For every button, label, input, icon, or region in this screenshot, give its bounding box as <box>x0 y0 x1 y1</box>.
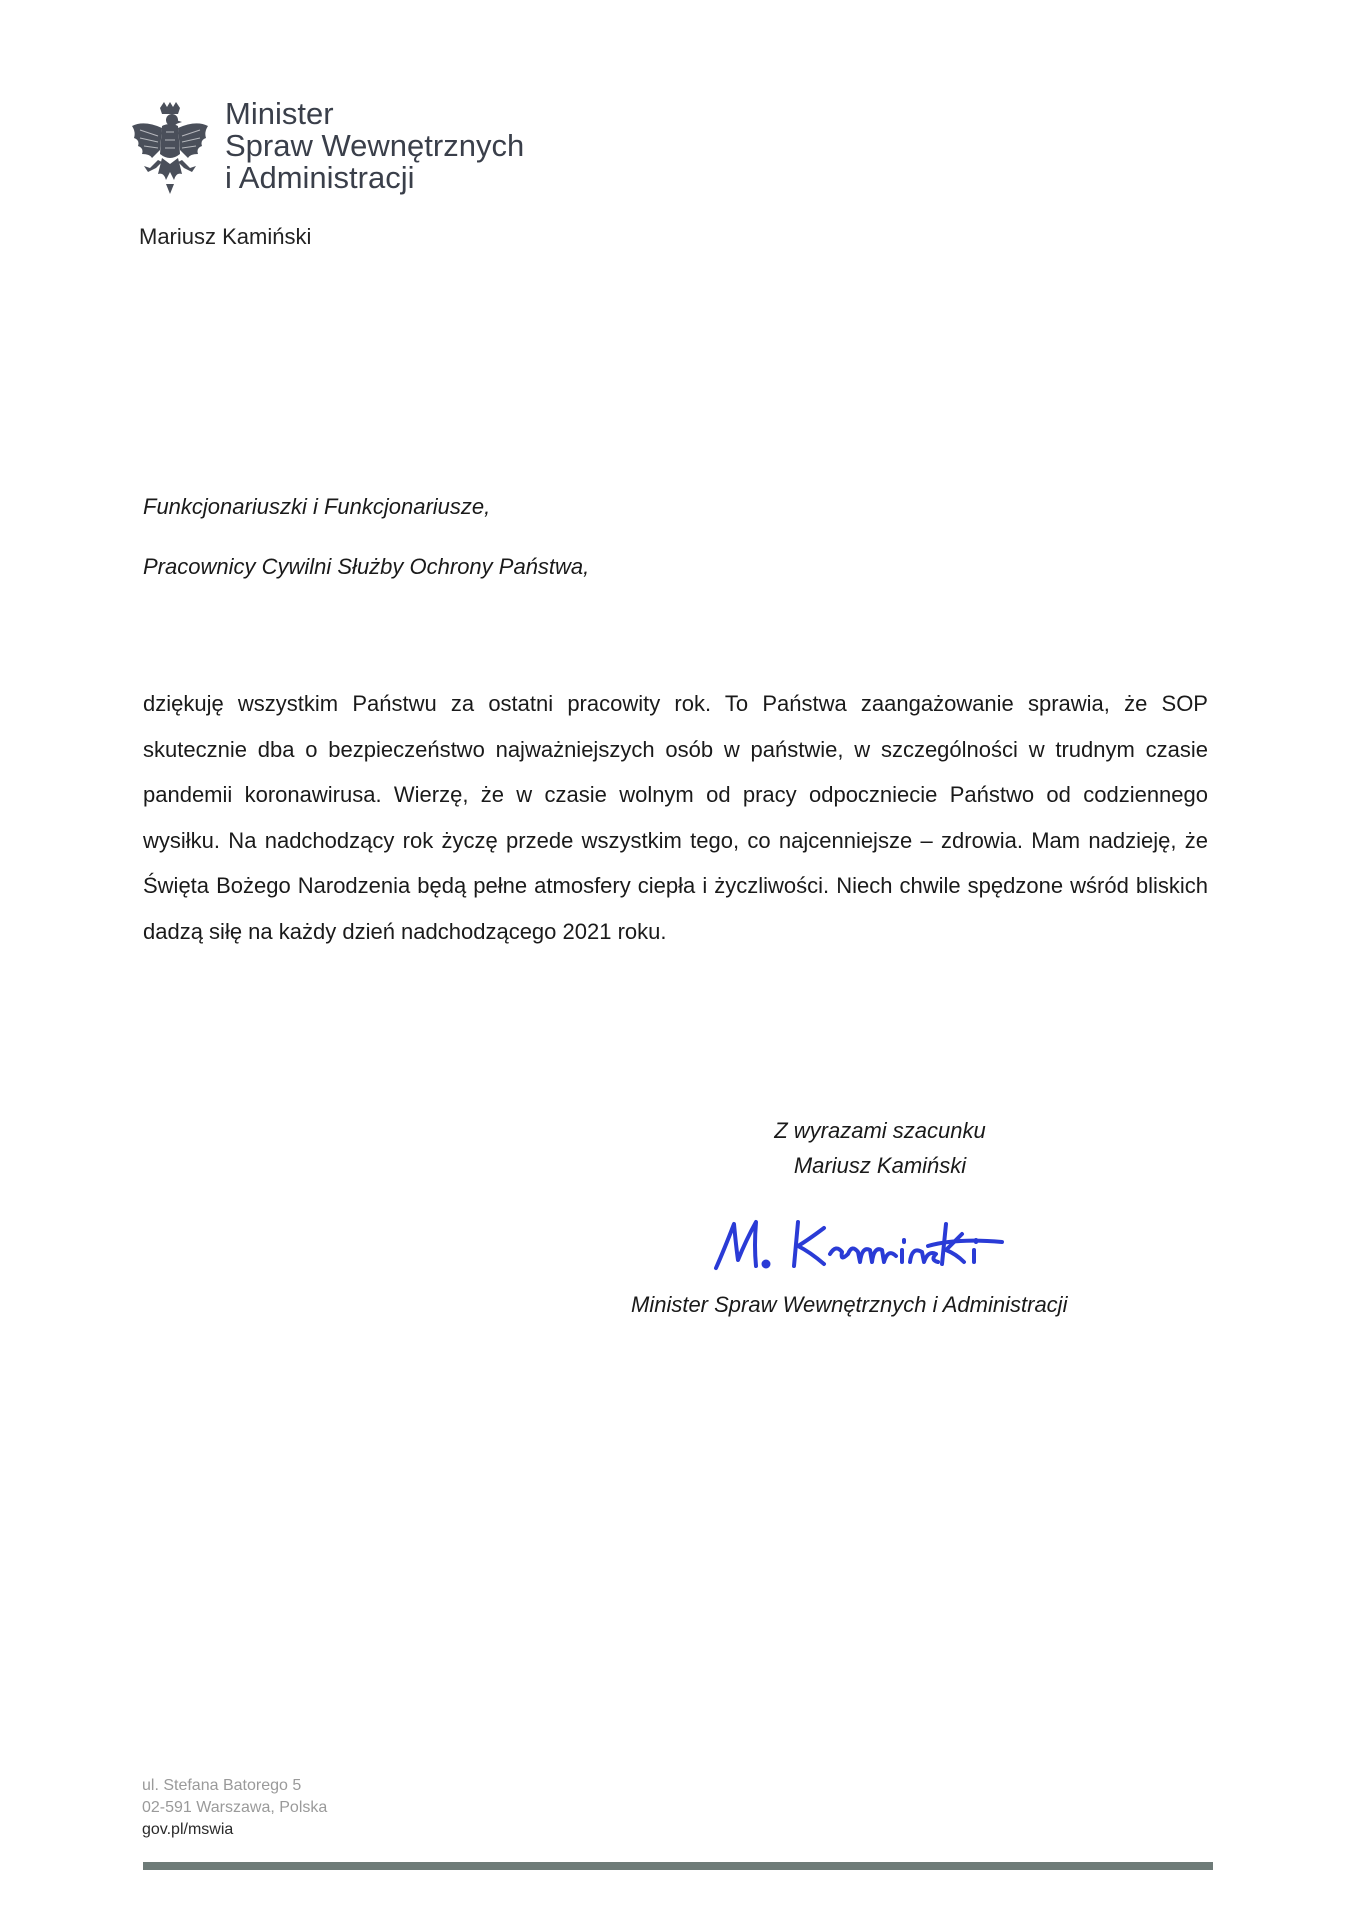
footer-city: 02-591 Warszawa, Polska <box>142 1799 328 1816</box>
footer-address <box>142 1775 327 1841</box>
polish-eagle-emblem-icon <box>130 102 210 194</box>
footer-street: ul. Stefana Batorego 5 <box>142 1777 302 1794</box>
office-title-line-2: Spraw Wewnętrznych <box>225 128 525 163</box>
office-title-line-3: i Administracji <box>225 160 415 195</box>
footer-divider <box>143 1862 1213 1870</box>
sender-name: Mariusz Kamiński <box>139 224 312 249</box>
handwritten-signature <box>712 1210 1022 1280</box>
footer-website-link[interactable]: gov.pl/mswia <box>142 1821 234 1838</box>
closing-name: Mariusz Kamiński <box>793 1153 967 1178</box>
closing-regards: Z wyrazami szacunku <box>774 1118 986 1143</box>
signatory-position: Minister Spraw Wewnętrznych i Administracji <box>631 1292 1068 1317</box>
salutation-line-2: Pracownicy Cywilni Służby Ochrony Państwa, <box>143 554 590 579</box>
office-title-line-1: Minister <box>225 96 334 131</box>
office-title <box>225 98 524 194</box>
letter-body: dziękuję wszystkim Państwu za ostatni pracowity rok. To Państwa zaangażowanie sprawia, że SOP skutecznie dba o bezpieczeństwo najważniejszych osób w państwie, w szczególności w trudnym czasie pandemii koronawirusa. Wierzę, że w czasie wolnym od pracy odpoczniecie Państwo od codziennego wysiłku. Na nadchodzący rok życzę przede wszystkim tego, co najcenniejsze – zdrowia. Mam nadzieję, że Święta Bożego Narodzenia będą pełne atmosfery ciepła i życzliwości. Niech chwile spędzone wśród bliskich dadzą siłę na każdy dzień nadchodzącego 2021 roku. <box>143 691 1208 944</box>
salutation-line-1: Funkcjonariuszki i Funkcjonariusze, <box>143 494 491 519</box>
